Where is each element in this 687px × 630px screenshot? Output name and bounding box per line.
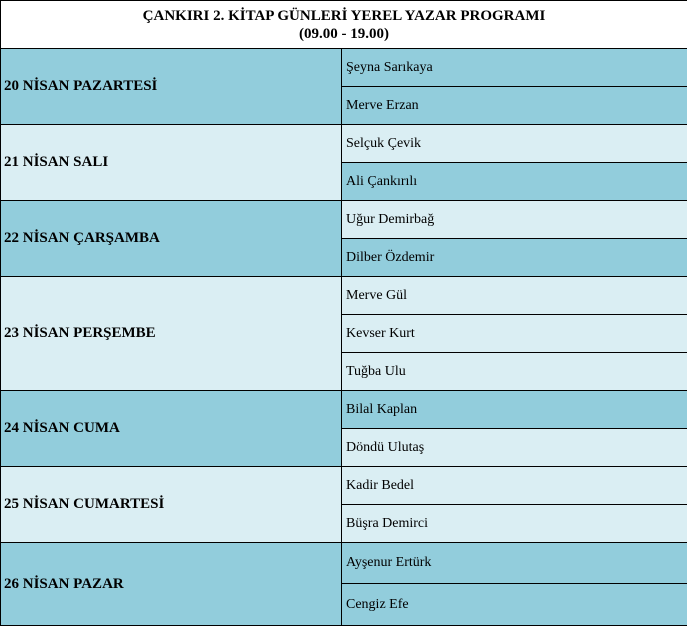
- author-name: Şeyna Sarıkaya: [342, 49, 687, 87]
- author-name: Bilal Kaplan: [342, 391, 687, 429]
- author-name: Dilber Özdemir: [342, 239, 687, 277]
- program-title: ÇANKIRI 2. KİTAP GÜNLERİ YEREL YAZAR PROGRAMI: [142, 7, 546, 24]
- schedule-row: [1, 49, 687, 87]
- author-name: Selçuk Çevik: [342, 125, 687, 163]
- schedule-row: [1, 543, 687, 584]
- author-name: Merve Gül: [342, 277, 687, 315]
- schedule-row: [1, 125, 687, 163]
- author-name: Kadir Bedel: [342, 467, 687, 505]
- author-name: Merve Erzan: [342, 87, 687, 125]
- title-cell: [1, 1, 687, 49]
- schedule-row: [1, 277, 687, 315]
- author-name: Uğur Demirbağ: [342, 201, 687, 239]
- program-hours: (09.00 - 19.00): [299, 25, 389, 42]
- author-name: Ali Çankırılı: [342, 163, 687, 201]
- author-name: Cengiz Efe: [342, 584, 687, 626]
- author-name: Kevser Kurt: [342, 315, 687, 353]
- schedule-body: [1, 1, 687, 626]
- day-label: 24 NİSAN CUMA: [1, 391, 342, 467]
- day-label: 21 NİSAN SALI: [1, 125, 342, 201]
- day-label: 23 NİSAN PERŞEMBE: [1, 277, 342, 391]
- day-label: 22 NİSAN ÇARŞAMBA: [1, 201, 342, 277]
- day-label: 20 NİSAN PAZARTESİ: [1, 49, 342, 125]
- day-label: 26 NİSAN PAZAR: [1, 543, 342, 626]
- schedule-row: [1, 201, 687, 239]
- day-label: 25 NİSAN CUMARTESİ: [1, 467, 342, 543]
- author-name: Döndü Ulutaş: [342, 429, 687, 467]
- schedule-row: [1, 391, 687, 429]
- schedule-row: [1, 467, 687, 505]
- author-name: Tuğba Ulu: [342, 353, 687, 391]
- author-name: Büşra Demirci: [342, 505, 687, 543]
- author-name: Ayşenur Ertürk: [342, 543, 687, 584]
- title-row: [1, 1, 687, 49]
